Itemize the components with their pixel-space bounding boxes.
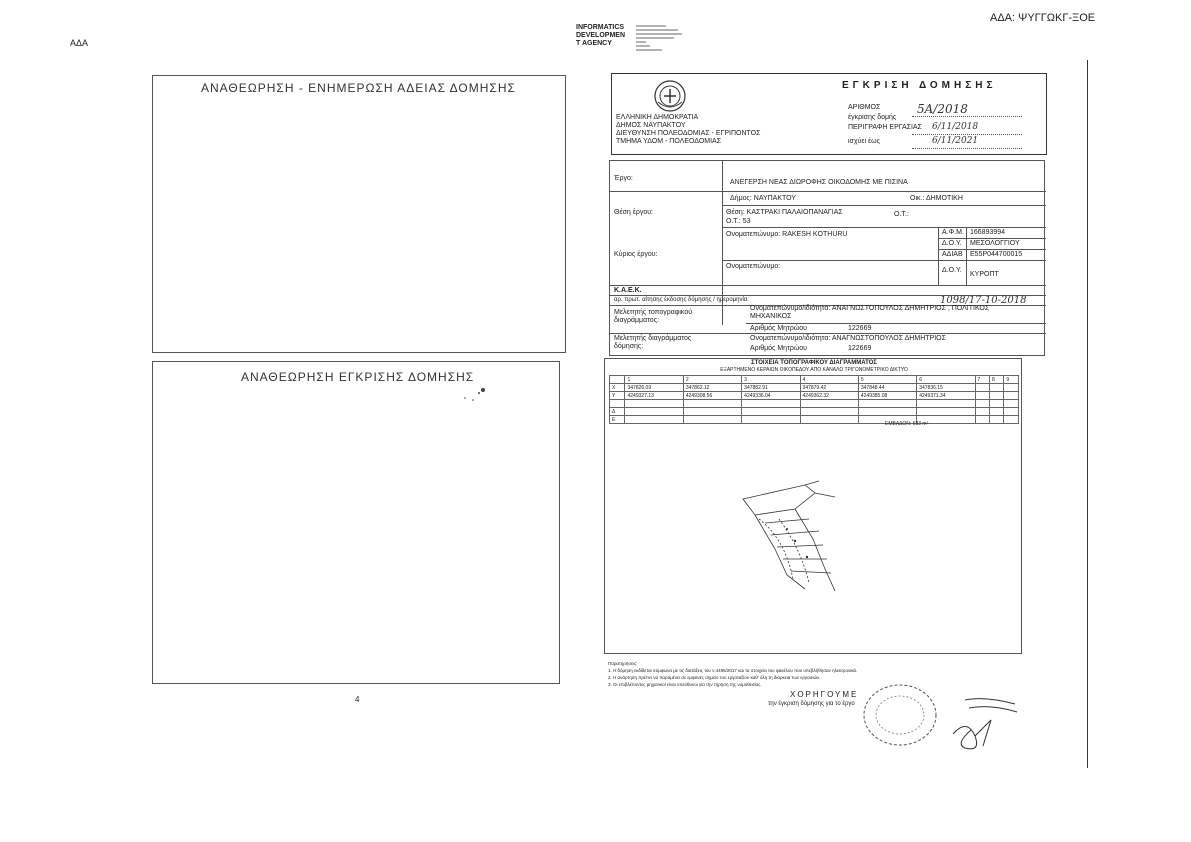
- owner-label: Κύριος έργου:: [614, 251, 658, 258]
- location-label: Θέση έργου:: [614, 209, 653, 216]
- ada-code-left: ΑΔΑ: [70, 38, 89, 48]
- table-cell: X: [610, 384, 625, 392]
- header-cell: 6: [917, 376, 975, 384]
- topo-surveyor-label: Μελετητής τοπογραφικού διαγράμματος:: [614, 309, 693, 324]
- permit-details-grid: [609, 160, 1045, 356]
- topo-title: ΣΤΟΙΧΕΙΑ ΤΟΠΟΓΡΑΦΙΚΟΥ ΔΙΑΓΡΑΜΜΑΤΟΣ: [751, 360, 877, 366]
- table-cell: 347848.44: [858, 384, 916, 392]
- header-cell: 8: [989, 376, 1003, 384]
- header-cell: 5: [858, 376, 916, 384]
- site-plan-sketch: [735, 479, 875, 599]
- header-cell: 9: [1004, 376, 1019, 384]
- table-header-row: [610, 376, 1019, 384]
- plot-area: ΕΜΒΑΔΟΝ: 683 m²: [885, 421, 929, 427]
- application-value: 1098/17-10-2018: [940, 295, 1027, 306]
- table-cell: 4249327.13: [625, 392, 683, 400]
- table-cell: 4249362.32: [800, 392, 858, 400]
- agency-fineprint-icon: [636, 24, 686, 52]
- table-cell: [858, 400, 916, 408]
- project-value: ΑΝΕΓΕΡΣΗ ΝΕΑΣ ΔΙΩΡΟΦΗΣ ΟΙΚΟΔΟΜΗΣ ΜΕ ΠΙΣΙΝΑ: [730, 179, 908, 186]
- table-cell: 347879.42: [800, 384, 858, 392]
- table-cell: [683, 408, 741, 416]
- header-cell: 1: [625, 376, 683, 384]
- header-cell: 3: [742, 376, 800, 384]
- table-row: [610, 392, 1019, 400]
- row-sep-3: [722, 227, 1046, 228]
- table-cell: [975, 408, 989, 416]
- tax-sep-2: [938, 249, 1046, 250]
- agency-line-3: T AGENCY: [576, 40, 612, 47]
- table-cell: [1004, 392, 1019, 400]
- official-stamp-icon: [860, 680, 940, 750]
- table-cell: [1004, 408, 1019, 416]
- afm-label: Α.Φ.Μ.: [942, 229, 964, 236]
- tax-divider: [938, 227, 939, 285]
- settlement-value: Οικ.: ΔΗΜΟΤΙΚΗ: [910, 195, 963, 202]
- row-sep-9: [610, 333, 1046, 334]
- revision-approval-title: ΑΝΑΘΕΩΡΗΣΗ ΕΓΚΡΙΣΗΣ ΔΟΜΗΣΗΣ: [241, 370, 475, 384]
- engineer-2-name: ΑΝΑΓΝΩΣΤΟΠΟΥΛΟΣ ΔΗΜΗΤΡΙΟΣ: [831, 335, 946, 342]
- table-cell: [975, 384, 989, 392]
- permit-number-value: 5Α/2018: [917, 102, 968, 116]
- row-sep-4: [722, 260, 1046, 261]
- agency-line-2: DEVELOPMEN: [576, 32, 626, 39]
- doy-label: Δ.Ο.Υ.: [942, 240, 962, 247]
- header-cell: 2: [683, 376, 741, 384]
- header-cell: [610, 376, 625, 384]
- table-cell: 4249308.56: [683, 392, 741, 400]
- permit-date-value: 6/11/2018: [932, 122, 979, 132]
- authority-line-1: ΕΛΛΗΝΙΚΗ ΔΗΜΟΚΡΑΤΙΑ: [616, 114, 699, 121]
- note-2: 2. Η ανάρτηση πρέπει να παραμένει σε εμφανές σημείο του εργοταξίου καθ' όλη τη διάρκεια των εργασιών.: [608, 675, 821, 680]
- engineer-2-value: [750, 335, 946, 342]
- grant-heading: ΧΟΡΗΓΟΥΜΕ: [790, 690, 859, 699]
- municipality-value: Δήμος: ΝΑΥΠΑΚΤΟΥ: [730, 195, 797, 202]
- plan-designer-label: Μελετητής διαγράμματος δόμησης:: [614, 335, 692, 350]
- engineer-value: [750, 305, 1020, 321]
- page-number: 4: [355, 695, 360, 704]
- table-cell: 347826.09: [625, 384, 683, 392]
- table-cell: 347882.91: [742, 384, 800, 392]
- table-cell: [917, 408, 975, 416]
- row-sep-5: [610, 285, 1046, 286]
- row-sep-8: [746, 323, 1046, 324]
- table-cell: [800, 416, 858, 424]
- table-cell: [1004, 416, 1019, 424]
- agency-line-1: INFORMATICS: [576, 24, 625, 31]
- table-cell: [610, 400, 625, 408]
- table-cell: 4249385.08: [858, 392, 916, 400]
- table-cell: 4249371.34: [917, 392, 975, 400]
- header-cell: 4: [800, 376, 858, 384]
- revision-approval-panel: [152, 361, 560, 684]
- table-cell: Δ: [610, 408, 625, 416]
- permit-number-label: ΑΡΙΘΜΟΣ: [848, 104, 881, 111]
- table-cell: [989, 400, 1003, 408]
- block-number-value: Ο.Τ.: 53: [726, 218, 751, 225]
- permit-valid-value: 6/11/2021: [932, 136, 979, 146]
- coordinates-table: [609, 375, 1019, 424]
- valid-underline: [912, 148, 1022, 149]
- signature-icon: [945, 690, 1035, 760]
- registry-2-label: Αριθμός Μητρώου: [750, 345, 808, 352]
- topographic-panel: [604, 358, 1022, 654]
- table-cell: 4249336.04: [742, 392, 800, 400]
- table-row: [610, 416, 1019, 424]
- doy-2-value: ΚΥΡΟΠΤ: [970, 271, 999, 278]
- note-1: 1. Η δόμηση εκδίδεται σύμφωνα με τις διατάξεις του ν.4495/2017 και τα στοιχεία του φακέλου που υπεβλήθησαν ηλεκτρονικά.: [608, 668, 858, 673]
- date-underline: [912, 134, 1022, 135]
- table-cell: [625, 416, 683, 424]
- location-value: Θέση: ΚΑΣΤΡΑΚΙ ΠΑΛΑΙΟΠΑΝΑΓΙΑΣ: [726, 209, 843, 216]
- permit-description-label: ΠΕΡΙΓΡΑΦΗ ΕΡΓΑΣΙΑΣ: [848, 124, 922, 131]
- table-cell: [858, 408, 916, 416]
- table-cell: [975, 416, 989, 424]
- table-cell: Ε: [610, 416, 625, 424]
- permit-valid-label: ισχύει έως: [848, 138, 880, 145]
- adt-label: ΑΔΙΑΒ: [942, 251, 963, 258]
- authority-line-2: ΔΗΜΟΣ ΝΑΥΠΑΚΤΟΥ: [616, 122, 686, 129]
- table-cell: Y: [610, 392, 625, 400]
- afm-value: 166893994: [970, 229, 1006, 236]
- permit-header: [611, 73, 1047, 155]
- kaek-label: Κ.Α.Ε.Κ.: [614, 287, 642, 294]
- table-cell: [989, 384, 1003, 392]
- ada-code-right: ΑΔΑ: ΨΥΓΓΩΚΓ-ΞΟΕ: [990, 12, 1096, 24]
- greek-emblem-icon: [652, 78, 688, 114]
- table-cell: [742, 416, 800, 424]
- table-row: [610, 384, 1019, 392]
- doy-value: ΜΕΣΟΛΟΓΓΙΟΥ: [970, 240, 1020, 247]
- registry-2-value: 122669: [848, 345, 872, 352]
- registry-value: 122669: [848, 325, 872, 332]
- table-row: [610, 400, 1019, 408]
- tax-divider-2: [966, 227, 967, 285]
- number-underline: [912, 116, 1022, 117]
- owner-name: Ονοματεπώνυμο: RAKESH KOTHURU: [726, 231, 848, 238]
- grant-text: την έγκριση δόμησης για το έργο: [768, 701, 855, 707]
- issuing-authority: [616, 114, 760, 146]
- agency-stamp: [576, 24, 625, 48]
- application-label: αρ. πρωτ. αίτησης έκδοσης δόμησης / ημερομηνία:: [614, 297, 749, 303]
- table-cell: [800, 400, 858, 408]
- topo-subtitle: ΕΞΑΡΤΗΜΕΝΟ ΚΕΡΑΙΩΝ ΟΙΚΟΠΕΔΟΥ ΑΠΟ ΚΑΝΑΛΩ ΤΡΙΓΩΝΟΜΕΤΡΙΚΟ ΔΙΚΤΥΟ: [720, 367, 908, 373]
- revision-update-title: ΑΝΑΘΕΩΡΗΣΗ - ΕΝΗΜΕΡΩΣΗ ΑΔΕΙΑΣ ΔΟΜΗΣΗΣ: [201, 81, 516, 95]
- table-cell: [917, 400, 975, 408]
- revision-update-panel: [152, 75, 566, 353]
- project-label: Έργο:: [614, 175, 633, 182]
- engineer-label: Ονοματεπώνυμο/ιδιότητα:: [750, 305, 831, 312]
- adt-value: E55P044700015: [970, 251, 1023, 258]
- doy-2-label: Δ.Ο.Υ.: [942, 267, 962, 274]
- table-cell: [625, 400, 683, 408]
- permit-date-label: έγκρισης δομής: [848, 114, 897, 121]
- engineer-name: ΑΝΑΓΝΩΣΤΟΠΟΥΛΟΣ ΔΗΜΗΤΡΙΟΣ , ΠΟΛΙΤΙΚΟΣ ΜΗΧΑΝΙΚΟΣ: [750, 305, 990, 320]
- speckle-marks: [453, 384, 503, 404]
- table-cell: [683, 416, 741, 424]
- authority-line-3: ΔΙΕΥΘΥΝΣΗ ΠΟΛΕΟΔΟΜΙΑΣ - ΕΓΡΙΠΟΝΤΟΣ: [616, 130, 761, 137]
- table-cell: [1004, 384, 1019, 392]
- table-cell: [683, 400, 741, 408]
- registry-label: Αριθμός Μητρώου: [750, 325, 808, 332]
- permit-title: ΕΓΚΡΙΣΗ ΔΟΜΗΣΗΣ: [842, 80, 997, 91]
- block-number-2-value: Ο.Τ.:: [894, 211, 909, 218]
- table-cell: [742, 400, 800, 408]
- tax-sep-1: [938, 238, 1046, 239]
- table-cell: [1004, 400, 1019, 408]
- authority-line-4: ΤΜΗΜΑ ΥΔΟΜ - ΠΟΛΕΟΔΟΜΙΑΣ: [616, 138, 722, 145]
- owner-2-name: Ονοματεπώνυμο:: [726, 263, 781, 270]
- table-cell: [975, 400, 989, 408]
- table-cell: [975, 392, 989, 400]
- header-cell: 7: [975, 376, 989, 384]
- notes-heading: Παρατηρήσεις:: [608, 661, 638, 666]
- engineer-2-label: Ονοματεπώνυμο/ιδιότητα:: [750, 335, 831, 342]
- table-cell: [989, 392, 1003, 400]
- table-cell: [742, 408, 800, 416]
- row-sep-2: [722, 205, 1046, 206]
- row-sep-1: [610, 191, 1046, 192]
- table-cell: [989, 408, 1003, 416]
- table-cell: [989, 416, 1003, 424]
- notes-section: [608, 660, 1018, 688]
- note-3: 3. Οι επιβλέποντες μηχανικοί είναι υπεύθυνοι για την τήρηση της νομοθεσίας.: [608, 682, 762, 687]
- table-cell: [625, 408, 683, 416]
- page-margin-line: [1087, 60, 1088, 768]
- table-row: [610, 408, 1019, 416]
- table-cell: 347862.12: [683, 384, 741, 392]
- table-cell: [800, 408, 858, 416]
- table-cell: 347836.15: [917, 384, 975, 392]
